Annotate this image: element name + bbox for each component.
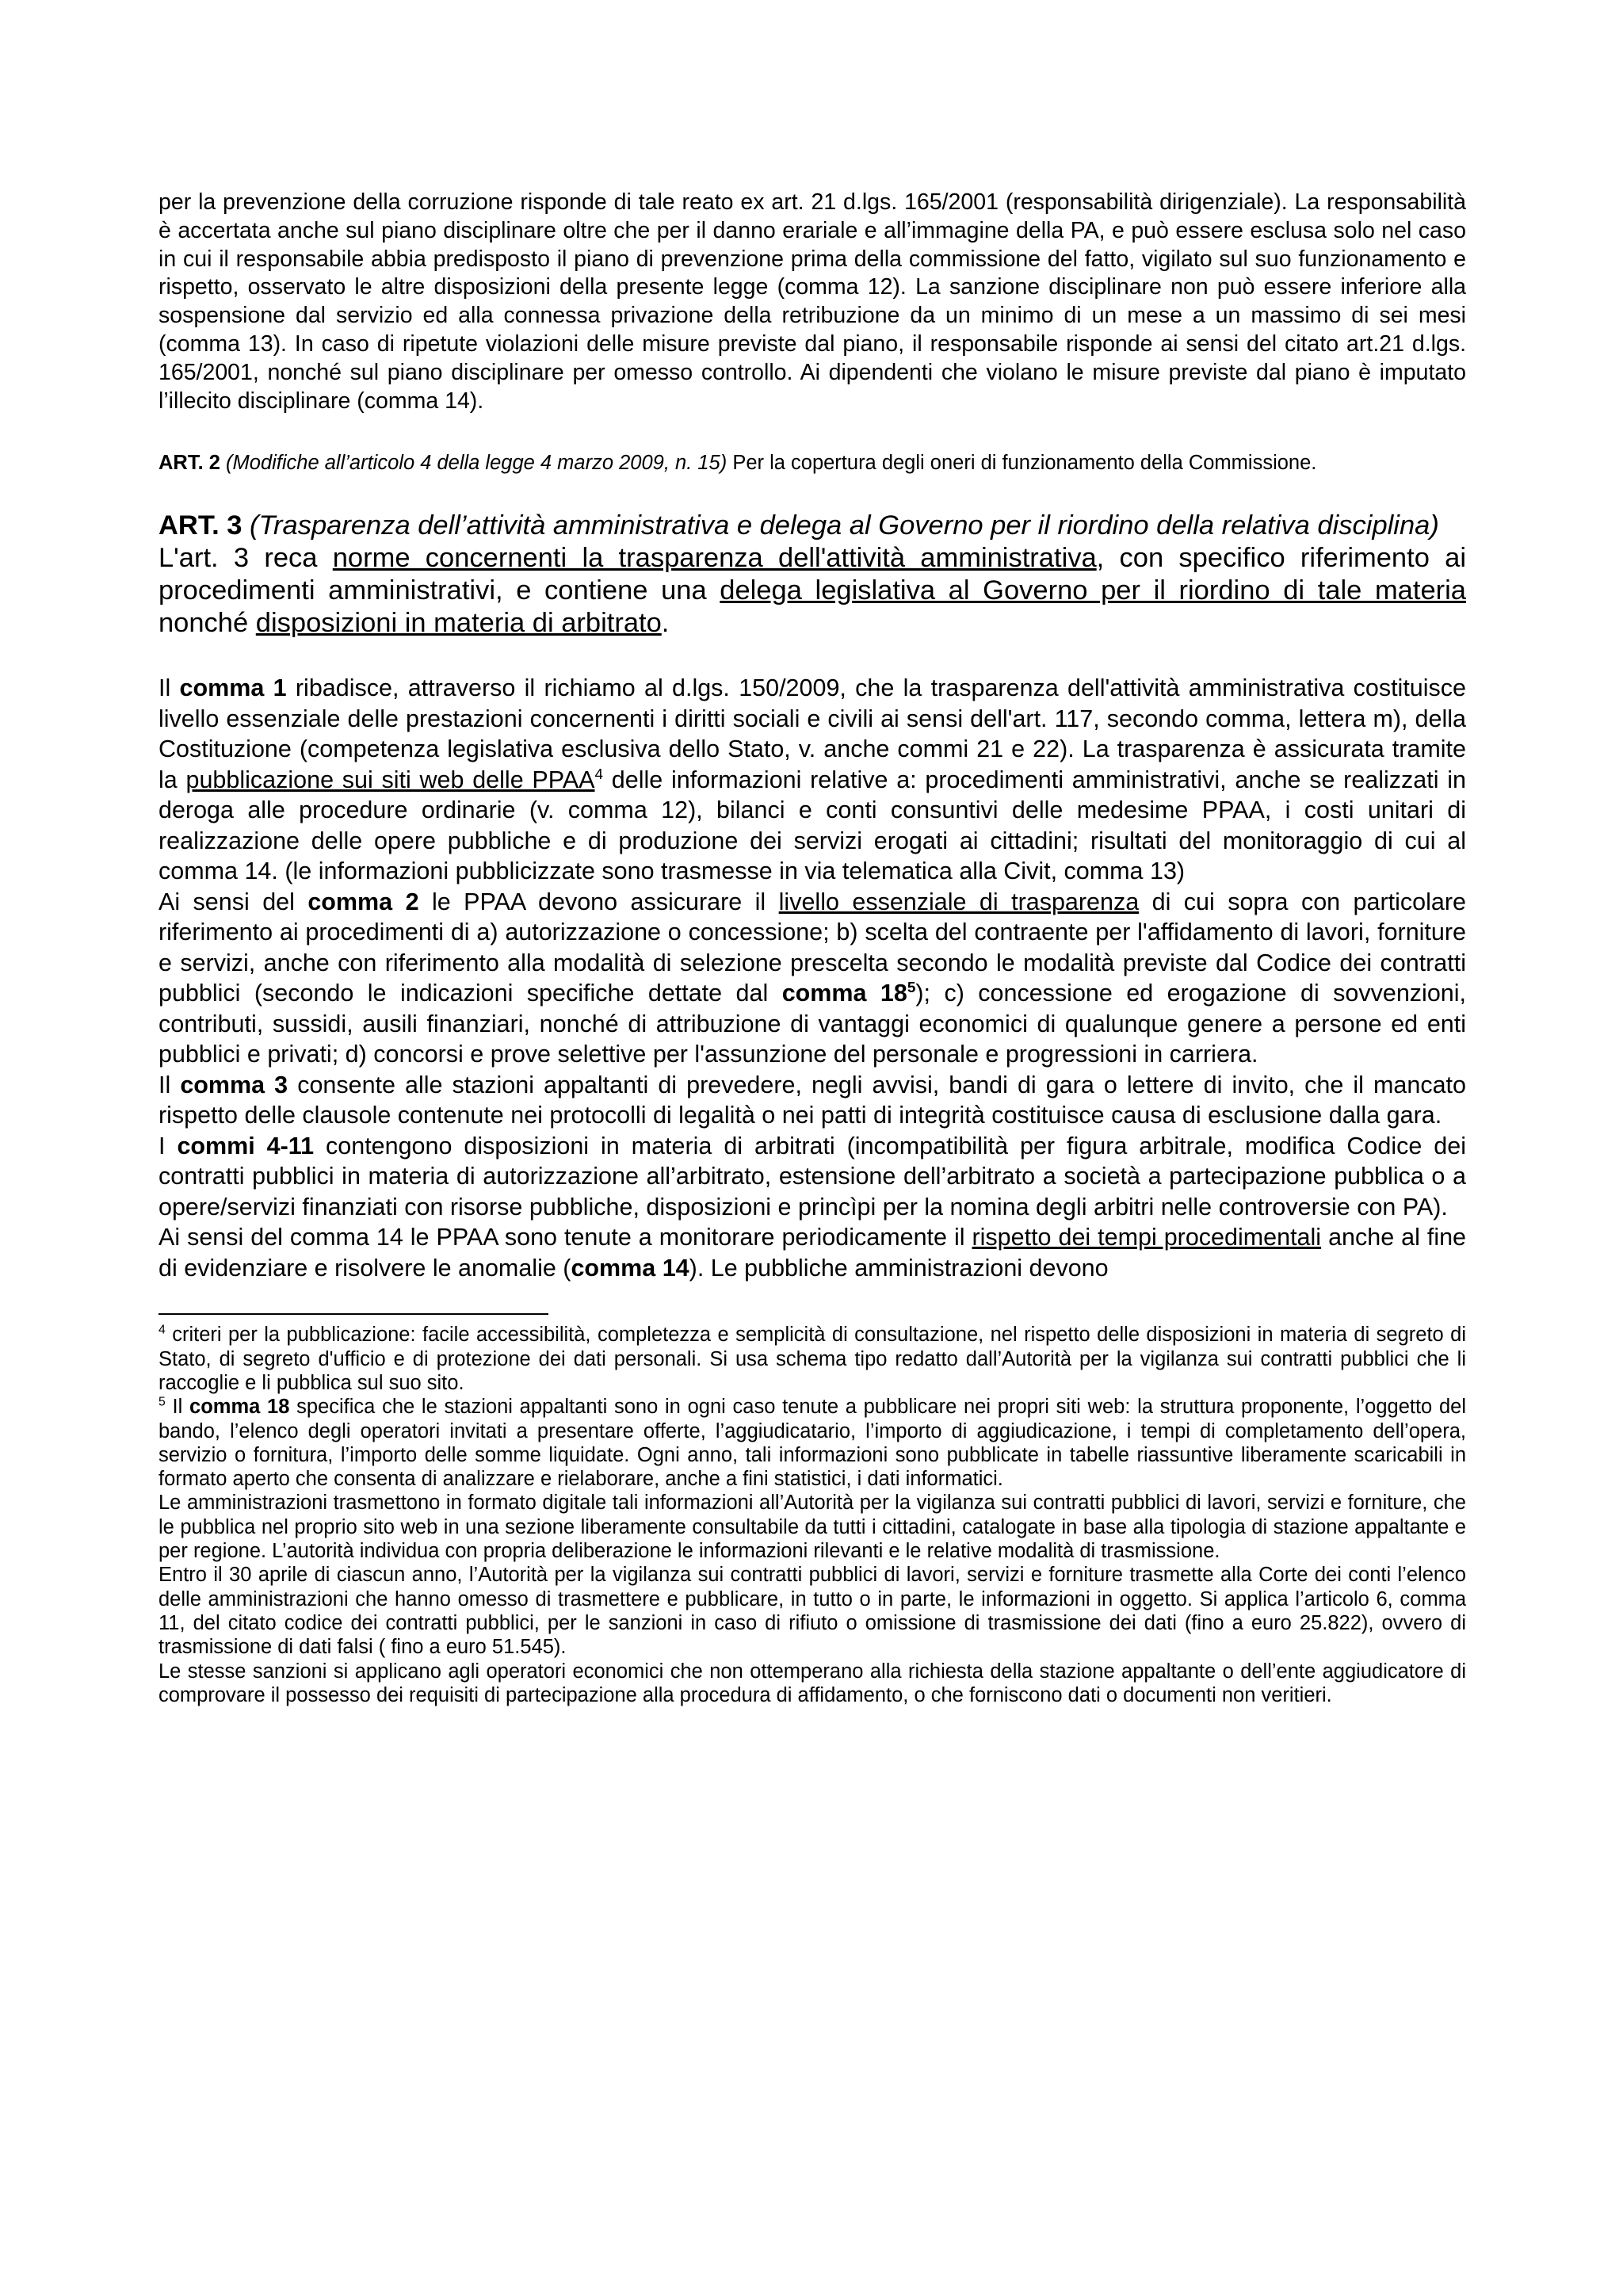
footnote-5-bold: comma 18 [189,1396,290,1419]
comma1-text: Il [158,674,171,702]
art3-label: ART. 3 [158,510,242,541]
footnote-4-text: criteri per la pubblicazione: facile accessibilità, completezza e semplicità di consultazione, nel rispetto delle disposizioni in materia di segreto di Stato, di segreto d'ufficio e di protezione dei dati personali. Si usa schema tipo redatto dall’Autorità per la vigilanza sui contratti pubblici che li raccoglie e li pubblica sul suo sito. [158,1324,1467,1394]
art3-heading [158,510,1466,542]
comma14-bold: comma 14 [571,1254,689,1282]
comma2-text: ); c) concessione ed erogazione di sovvenzioni, contributi, sussidi, ausili finanziari, nonché di attribuzione di vantaggi economici di qualunque genere a persone ed enti pubblici e privati; d) concorsi e prove selettive per l'assunzione del personale e progressioni in carriera. [158,980,1466,1068]
comma2-text: le PPAA devono assicurare il [431,888,766,915]
comma1-bold: comma 1 [179,674,287,702]
comma2-paragraph [158,887,1466,1070]
commi4-11-bold: commi 4-11 [177,1132,315,1159]
comma2-underline: livello essenziale di trasparenza [778,888,1140,915]
art2-label: ART. 2 [158,452,220,475]
footnote-5-paragraph-3: Entro il 30 aprile di ciascun anno, l’Autorità per la vigilanza sui contratti pubblici di lavori, servizi e forniture trasmette alla Corte dei conti l’elenco delle amministrazioni che hanno omesso di trasmettere e pubblicare, in tutto o in parte, le informazioni in oggetto. Si applica l’articolo 6, comma 11, del citato codice dei contratti pubblici, per le sanzioni in caso di rifiuto o omissione di trasmissione dei dati (fino a euro 25.822), ovvero di trasmissione di dati falsi ( fino a euro 51.545). [158,1564,1466,1659]
comma1-underline: pubblicazione sui siti web delle PPAA [185,766,595,793]
comma2-bold: comma 2 [307,888,419,915]
art2-paragraph [158,450,1466,476]
continuation-paragraph: per la prevenzione della corruzione risponde di tale reato ex art. 21 d.lgs. 165/2001 (responsabilità dirigenziale). La responsabilità è accertata anche sul piano disciplinare oltre che per il danno erariale e all’immagine della PA, e può essere esclusa solo nel caso in cui il responsabile abbia predisposto il piano di prevenzione prima della commissione del fatto, vigilato sul suo funzionamento e rispetto, osservato le altre disposizioni della presente legge (comma 12). La sanzione disciplinare non può essere inferiore alla sospensione dal servizio ed alla connessa privazione della retribuzione da un minimo di un mese a un massimo di sei mesi (comma 13). In caso di ripetute violazioni delle misure previste dal piano, il responsabile risponde ai sensi del citato art.21 d.lgs. 165/2001, nonché sul piano disciplinare per omesso controllo. Ai dipendenti che violano le misure previste dal piano è imputato l’illecito disciplinare (comma 14). [158,189,1466,414]
footnote-5-paragraph-4: Le stesse sanzioni si applicano agli operatori economici che non ottemperano alla richiesta della stazione appaltante o dell’ente aggiudicatore di comprovare il possesso dei requisiti di partecipazione alla procedura di affidamento, o che forniscono dati o documenti non veritieri. [158,1660,1466,1706]
commi4-11-text: I [158,1132,166,1159]
comma3-text: consente alle stazioni appaltanti di prevedere, negli avvisi, bandi di gara o lettere di invito, che il mancato rispetto delle clausole contenute nei protocolli di legalità o nei patti di integrità costituisce causa di esclusione dalla gara. [158,1071,1466,1129]
art2-title: (Modifiche all’articolo 4 della legge 4 marzo 2009, n. 15) [226,452,727,475]
comma14-text: ). Le pubbliche amministrazioni devono [689,1254,1109,1282]
comma14-text: Ai sensi del comma 14 le PPAA sono tenute a monitorare periodicamente il [158,1224,965,1251]
comma3-text: Il [158,1071,171,1098]
comma14-paragraph [158,1222,1466,1283]
footnote-ref-4[interactable]: 4 [594,766,604,783]
art2-text: Per la copertura degli oneri di funzionamento della Commissione. [732,452,1317,475]
art3-intro-underline: norme concernenti la trasparenza dell'attività amministrativa [332,543,1097,574]
footnote-separator [158,1313,548,1315]
art3-intro-text: , con specifico riferimento ai procedimenti amministrativi, e contiene una [158,543,1467,606]
footnote-4 [158,1323,1466,1395]
art3-intro-underline: delega legislativa al Governo per il riordino di tale materia [720,575,1466,606]
comma3-paragraph [158,1070,1466,1131]
art3-intro-text: L'art. 3 reca [158,543,318,574]
comma1-text: ribadisce, attraverso il richiamo al d.lgs. 150/2009, che la trasparenza dell'attività amministrativa costituisce livello essenziale delle prestazioni concernenti i diritti sociali e civili ai sensi dell'art. 117, secondo comma, lettera m), della Costituzione (competenza legislativa esclusiva dello Stato, v. anche commi 21 e 22). La trasparenza è assicurata tramite la [158,674,1467,793]
footnote-ref-5[interactable]: 5 [907,980,916,997]
comma14-text: anche al fine di evidenziare e risolvere le anomalie ( [158,1224,1467,1282]
art3-title: (Trasparenza dell’attività amministrativa e delega al Governo per il riordino della relativa disciplina) [250,510,1439,541]
art3-intro [158,542,1466,640]
art3-intro-underline: disposizioni in materia di arbitrato [255,608,662,639]
footnote-5 [158,1395,1466,1491]
comma14-underline: rispetto dei tempi procedimentali [972,1224,1322,1251]
footnote-number: 4 [158,1323,166,1337]
art3-intro-text: . [661,608,670,639]
commi4-11-text: contengono disposizioni in materia di arbitrati (incompatibilità per figura arbitrale, modifica Codice dei contratti pubblici in materia di autorizzazione all’arbitrato, estensione dell’arbitrato a società a partecipazione pubblica o a opere/servizi finanziati con risorse pubbliche, disposizioni e princìpi per la nomina degli arbitri nelle controversie con PA). [158,1132,1466,1221]
footnote-5-text: specifica che le stazioni appaltanti sono in ogni caso tenute a pubblicare nei propri siti web: la struttura proponente, l’oggetto del bando, l’elenco degli operatori invitati a presentare offerte, l’aggiudicatario, l’importo di aggiudicazione, i tempi di completamento dell’opera, servizio o fornitura, l’importo delle somme liquidate. Ogni anno, tali informazioni sono pubblicate in tabelle riassuntive liberamente scaricabili in formato aperto che consenta di analizzare e rielaborare, anche a fini statistici, i dati informatici. [158,1396,1466,1491]
comma2-text: di cui sopra con particolare riferimento ai procedimenti di a) autorizzazione o concessione; b) scelta del contraente per l'affidamento di lavori, forniture e servizi, anche con riferimento alla modalità di selezione prescelta secondo le modalità previste dal Codice dei contratti pubblici (secondo le indicazioni specifiche dettate dal [158,888,1466,1007]
footnote-5-paragraph-2: Le amministrazioni trasmettono in formato digitale tali informazioni all’Autorità per la vigilanza sui contratti pubblici di lavori, servizi e forniture, che le pubblica nel proprio sito web in una sezione liberamente consultabile da tutti i cittadini, catalogate in base alla tipologia di stazione appaltante e per regione. L’autorità individua con propria deliberazione le informazioni rilevanti e le relative modalità di trasmissione. [158,1492,1466,1563]
comma2-bold: comma $18^5$ [781,980,916,1007]
footnote-number: 5 [158,1395,166,1409]
footnote-5-text: Il [172,1396,183,1419]
comma3-bold: comma 3 [180,1071,288,1098]
comma2-text: Ai sensi del [158,888,295,915]
art3-intro-text: nonché [158,608,249,639]
document-page [158,189,1466,1707]
comma1-paragraph [158,673,1466,887]
comma1-text: delle informazioni relative a: procedimenti amministrativi, anche se realizzati in deroga alle procedure ordinarie (v. comma 12), bilanci e conti consuntivi delle medesime PPAA, i costi unitari di realizzazione delle opere pubbliche e di produzione dei servizi erogati ai cittadini; risultati del monitoraggio di cui al comma 14. (le informazioni pubblicizzate sono trasmesse in via telematica alla Civit, comma 13) [158,766,1466,885]
commi4-11-paragraph [158,1131,1466,1223]
